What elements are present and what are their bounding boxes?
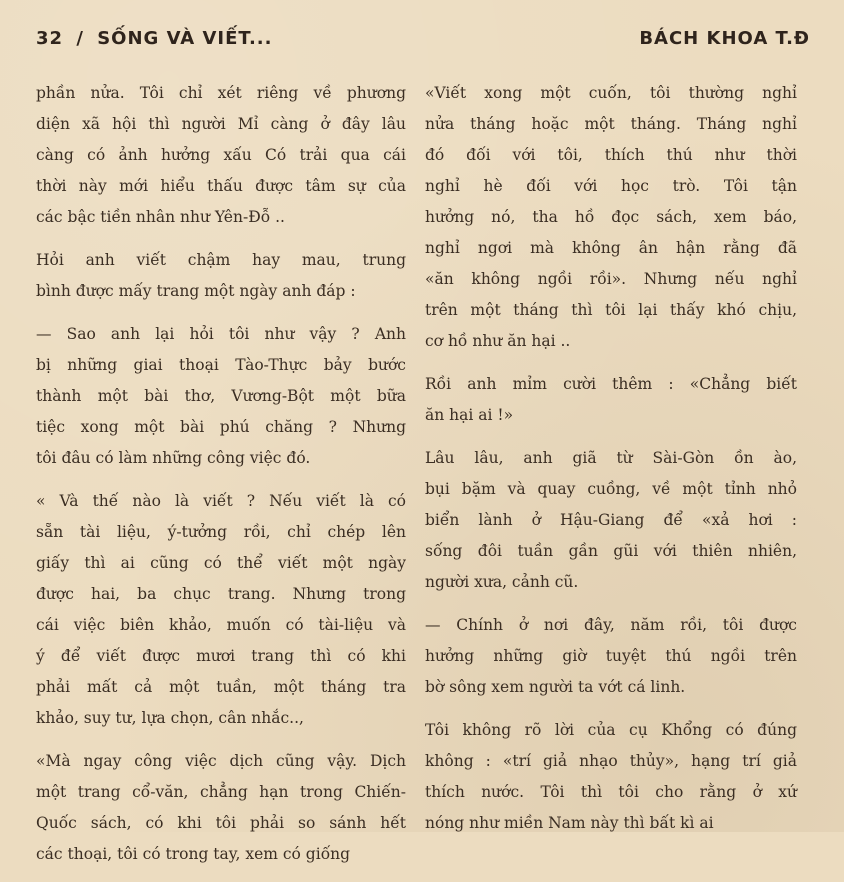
text-line: thành một bài thơ, Vương-Bột một bữa bbox=[36, 387, 406, 405]
text-line: biển lành ở Hậu-Giang để «xả hơi : bbox=[425, 511, 797, 529]
left-text-column bbox=[36, 78, 406, 882]
text-line: Quốc sách, có khi tôi phải so sánh hết bbox=[36, 814, 406, 832]
text-line: — Chính ở nơi đây, năm rồi, tôi được bbox=[425, 616, 797, 634]
section-title: SỐNG VÀ VIẾT... bbox=[97, 28, 273, 49]
paragraph bbox=[425, 443, 797, 598]
text-line: Tôi không rõ lời của cụ Khổng có đúng bbox=[425, 721, 797, 739]
text-line: cái việc biên khảo, muốn có tài-liệu và bbox=[36, 616, 406, 634]
text-line: một trang cổ-văn, chẳng hạn trong Chiến- bbox=[36, 783, 406, 801]
text-line: người xưa, cảnh cũ. bbox=[425, 573, 579, 591]
running-header bbox=[36, 28, 810, 58]
paragraph bbox=[36, 245, 406, 307]
text-line: «ăn không ngồi rồi». Nhưng nếu nghỉ bbox=[425, 270, 797, 288]
paragraph bbox=[425, 369, 797, 431]
text-line: bờ sông xem người ta vớt cá linh. bbox=[425, 678, 686, 696]
paragraph bbox=[425, 715, 797, 839]
publication-name: BÁCH KHOA T.Đ bbox=[639, 28, 810, 49]
text-line: trên một tháng thì tôi lại thấy khó chịu, bbox=[425, 301, 797, 319]
text-line: — Sao anh lại hỏi tôi như vậy ? Anh bbox=[36, 325, 406, 343]
text-line: càng có ảnh hưởng xấu Có trải qua cái bbox=[36, 146, 406, 164]
text-line: phải mất cả một tuần, một tháng tra bbox=[36, 678, 406, 696]
text-line: sẵn tài liệu, ý-tưởng rồi, chỉ chép lên bbox=[36, 523, 406, 541]
paragraph bbox=[36, 486, 406, 734]
text-line: «Mà ngay công việc dịch cũng vậy. Dịch bbox=[36, 752, 406, 770]
text-line: các bậc tiền nhân như Yên-Đỗ .. bbox=[36, 208, 285, 226]
text-line: bị những giai thoại Tào-Thực bảy bước bbox=[36, 356, 406, 374]
text-line: « Và thế nào là viết ? Nếu viết là có bbox=[36, 492, 406, 510]
text-line: Rồi anh mỉm cười thêm : «Chẳng biết bbox=[425, 375, 797, 393]
text-line: bình được mấy trang một ngày anh đáp : bbox=[36, 282, 356, 300]
text-line: nghỉ ngơi mà không ân hận rằng đã bbox=[425, 239, 797, 257]
text-line: được hai, ba chục trang. Nhưng trong bbox=[36, 585, 406, 603]
text-line: tiệc xong một bài phú chăng ? Nhưng bbox=[36, 418, 406, 436]
text-line: nghỉ hè đối với học trò. Tôi tận bbox=[425, 177, 797, 195]
text-line: nóng như miền Nam này thì bất kì ai bbox=[425, 814, 714, 832]
text-line: ý để viết được mươi trang thì có khi bbox=[36, 647, 406, 665]
text-line: thời này mới hiểu thấu được tâm sự của bbox=[36, 177, 406, 195]
text-line: Lâu lâu, anh giã từ Sài-Gòn ồn ào, bbox=[425, 449, 797, 467]
right-text-column bbox=[425, 78, 797, 851]
text-line: các thoại, tôi có trong tay, xem có giống bbox=[36, 845, 351, 863]
text-line: cơ hồ như ăn hại .. bbox=[425, 332, 571, 350]
paragraph bbox=[36, 78, 406, 233]
text-line: hưởng nó, tha hồ đọc sách, xem báo, bbox=[425, 208, 797, 226]
text-line: không : «trí giả nhạo thủy», hạng trí giả bbox=[425, 752, 797, 770]
paragraph bbox=[36, 746, 406, 870]
text-line: hưởng những giờ tuyệt thú ngồi trên bbox=[425, 647, 797, 665]
text-line: sống đôi tuần gần gũi với thiên nhiên, bbox=[425, 542, 797, 560]
text-line: khảo, suy tư, lựa chọn, cân nhắc.., bbox=[36, 709, 304, 727]
paragraph bbox=[425, 78, 797, 357]
header-left bbox=[36, 28, 278, 49]
text-line: thích nước. Tôi thì tôi cho rằng ở xứ bbox=[425, 783, 797, 801]
text-line: bụi bặm và quay cuồng, về một tỉnh nhỏ bbox=[425, 480, 797, 498]
text-line: Hỏi anh viết chậm hay mau, trung bbox=[36, 251, 406, 269]
text-line: nửa tháng hoặc một tháng. Tháng nghỉ bbox=[425, 115, 797, 133]
text-line: «Viết xong một cuốn, tôi thường nghỉ bbox=[425, 84, 797, 102]
text-line: phần nửa. Tôi chỉ xét riêng về phương bbox=[36, 84, 406, 102]
text-line: đó đối với tôi, thích thú như thời bbox=[425, 146, 797, 164]
page-number: 32 bbox=[36, 28, 64, 49]
header-separator: / bbox=[76, 28, 84, 49]
paragraph bbox=[425, 610, 797, 703]
text-line: tôi đâu có làm những công việc đó. bbox=[36, 449, 311, 467]
paragraph bbox=[36, 319, 406, 474]
text-line: ăn hại ai !» bbox=[425, 406, 514, 424]
text-line: giấy thì ai cũng có thể viết một ngày bbox=[36, 554, 406, 572]
text-line: diện xã hội thì người Mỉ càng ở đây lâu bbox=[36, 115, 406, 133]
